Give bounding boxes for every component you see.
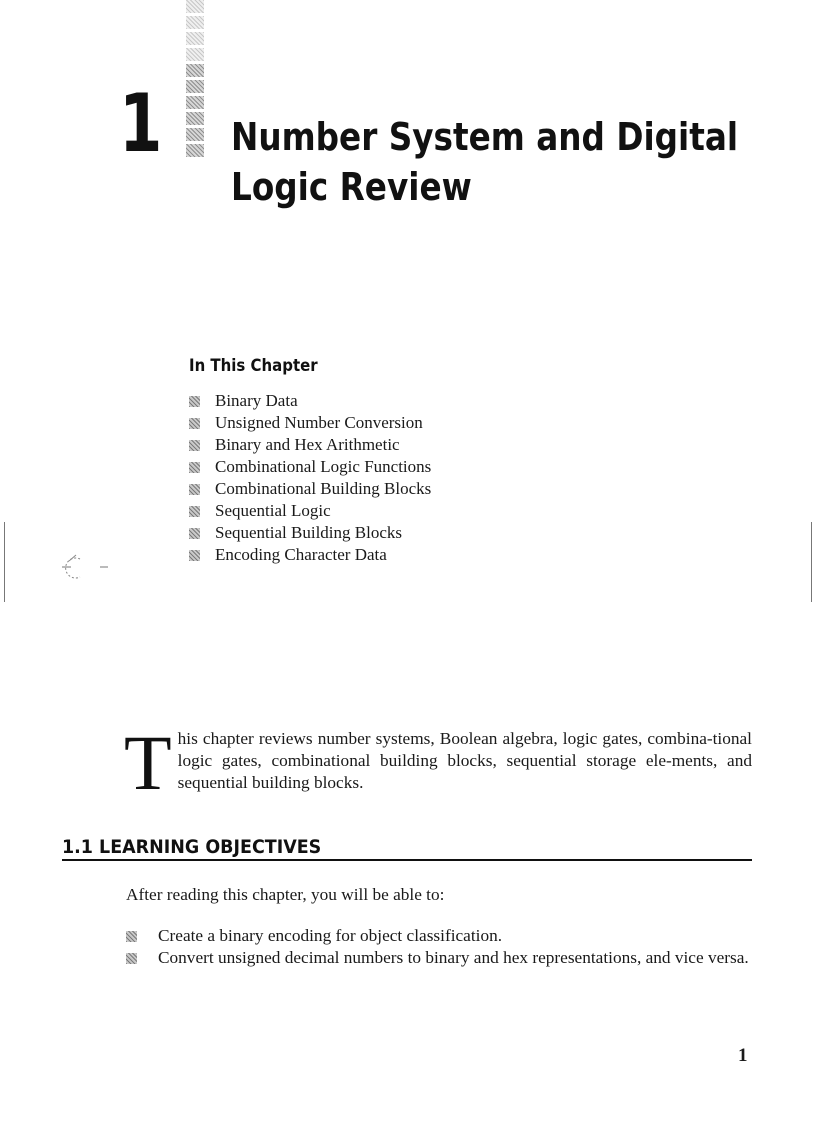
toc-item xyxy=(189,456,431,478)
objective-item xyxy=(126,947,754,969)
square-bullet-icon xyxy=(189,418,200,429)
registration-mark-icon xyxy=(56,547,126,587)
deco-cell xyxy=(186,64,204,77)
toc-item xyxy=(189,500,431,522)
objective-text: Create a binary encoding for object classification. xyxy=(158,926,503,945)
square-bullet-icon xyxy=(126,953,137,964)
section-heading xyxy=(62,836,752,861)
deco-cell xyxy=(186,96,204,109)
square-bullet-icon xyxy=(126,931,137,942)
drop-cap: T xyxy=(124,719,172,806)
deco-cell xyxy=(186,80,204,93)
deco-cell xyxy=(186,32,204,45)
chapter-title xyxy=(231,112,738,212)
in-this-chapter-list xyxy=(189,390,431,566)
objectives-lead: After reading this chapter, you will be able to: xyxy=(126,885,445,904)
intro-paragraph xyxy=(124,719,752,806)
section-heading-text: 1.1 LEARNING OBJECTIVES xyxy=(62,836,322,858)
toc-item-label: Binary Data xyxy=(215,391,298,410)
toc-item xyxy=(189,390,431,412)
toc-item xyxy=(189,412,431,434)
deco-cell xyxy=(186,16,204,29)
toc-item xyxy=(189,434,431,456)
objective-item xyxy=(126,925,754,947)
left-edge-line xyxy=(4,522,5,602)
toc-item-label: Combinational Logic Functions xyxy=(215,457,432,476)
toc-item xyxy=(189,522,431,544)
toc-item xyxy=(189,544,431,566)
square-bullet-icon xyxy=(189,550,200,561)
deco-cell xyxy=(186,128,204,141)
page-number: 1 xyxy=(738,1045,748,1066)
chapter-number: 1 xyxy=(119,77,161,170)
square-bullet-icon xyxy=(189,462,200,473)
toc-item-label: Encoding Character Data xyxy=(215,545,387,564)
square-bullet-icon xyxy=(189,506,200,517)
chapter-title-line-2: Logic Review xyxy=(231,165,472,209)
chapter-title-line-1: Number System and Digital xyxy=(231,115,739,159)
toc-item xyxy=(189,478,431,500)
objective-text: Convert unsigned decimal numbers to binary and hex representations, and vice versa. xyxy=(158,948,749,967)
square-bullet-icon xyxy=(189,396,200,407)
square-bullet-icon xyxy=(189,484,200,495)
deco-cell xyxy=(186,0,204,13)
right-edge-line xyxy=(811,522,812,602)
toc-item-label: Sequential Building Blocks xyxy=(215,523,402,542)
decorative-checkered-column xyxy=(186,0,204,160)
in-this-chapter-heading: In This Chapter xyxy=(189,356,318,376)
square-bullet-icon xyxy=(189,440,200,451)
intro-text: his chapter reviews number systems, Boolean algebra, logic gates, combina-tional logic gates, combinational building blocks, sequential storage ele-ments, and sequential building blocks. xyxy=(177,729,752,792)
toc-item-label: Sequential Logic xyxy=(215,501,331,520)
toc-item-label: Binary and Hex Arithmetic xyxy=(215,435,400,454)
deco-cell xyxy=(186,48,204,61)
deco-cell xyxy=(186,112,204,125)
toc-item-label: Unsigned Number Conversion xyxy=(215,413,423,432)
toc-item-label: Combinational Building Blocks xyxy=(215,479,432,498)
objectives-list xyxy=(126,925,754,969)
deco-cell xyxy=(186,144,204,157)
square-bullet-icon xyxy=(189,528,200,539)
